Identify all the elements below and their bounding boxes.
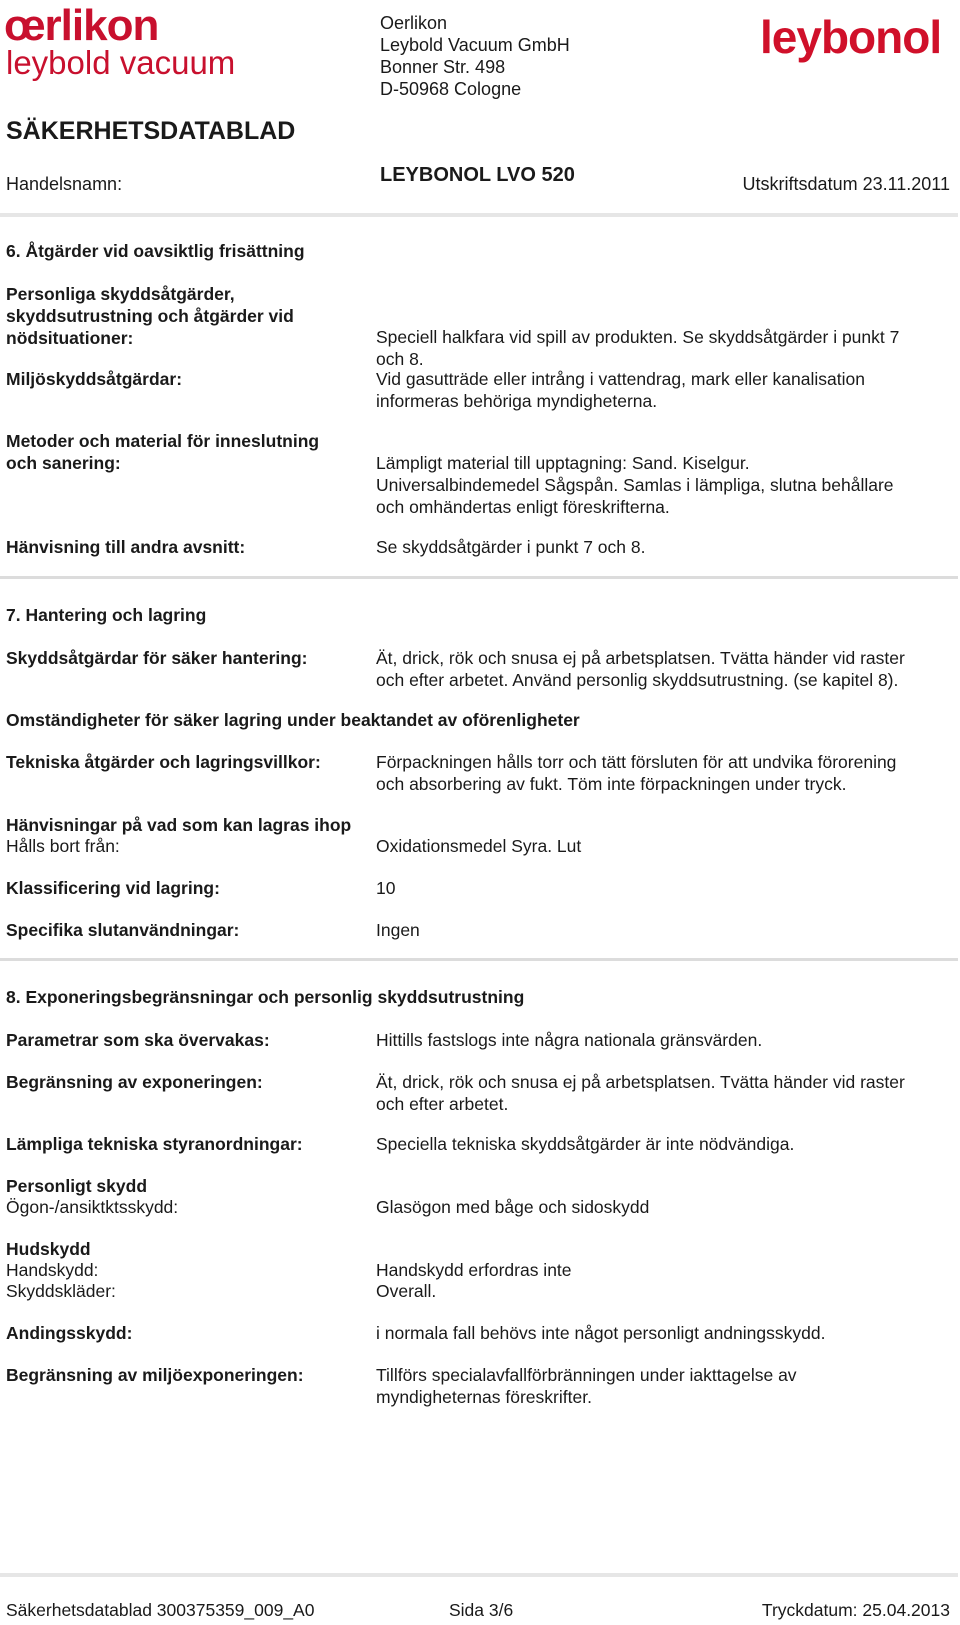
print-date: Utskriftsdatum 23.11.2011	[742, 174, 950, 194]
protective-clothing-label: Skyddskläder:	[6, 1281, 116, 1301]
trade-name-label: Handelsnamn:	[6, 174, 123, 194]
protective-clothing-value: Overall.	[376, 1281, 437, 1301]
keep-away-label: Hålls bort från:	[6, 836, 120, 856]
respiratory-protection-value: i normala fall behövs inte något personligt andningsskydd.	[376, 1323, 826, 1343]
oerlikon-logo: œrlikon	[4, 1, 159, 50]
address-line: Oerlikon	[380, 13, 448, 33]
containment-methods-label: Metoder och material för inneslutning och sanering:	[6, 431, 320, 473]
safe-handling-value: Ät, drick, rök och snusa ej på arbetsplatsen. Tvätta händer vid raster och efter arbetet. Använd personlig skyddsutrustning. (se kapitel 8).	[376, 648, 905, 690]
footer-divider	[0, 1573, 958, 1577]
end-uses-label: Specifika slutanvändningar:	[6, 920, 240, 940]
eye-protection-value: Glasögon med båge och sidoskydd	[376, 1197, 650, 1217]
engineering-controls-label: Lämpliga tekniska styranordningar:	[6, 1134, 303, 1154]
safe-handling-label: Skyddsåtgärdar för säker hantering:	[6, 648, 308, 668]
storage-class-label: Klassificering vid lagring:	[6, 878, 220, 898]
personal-precautions-value: Speciell halkfara vid spill av produkten. Se skyddsåtgärder i punkt 7 och 8.	[376, 327, 900, 369]
exposure-controls-label: Begränsning av exponeringen:	[6, 1072, 263, 1092]
environmental-precautions-value: Vid gasutträde eller intrång i vattendrag, mark eller kanalisation informeras behöriga myndigheterna.	[376, 369, 865, 411]
address-line: Bonner Str. 498	[380, 57, 506, 77]
technical-measures-label: Tekniska åtgärder och lagringsvillkor:	[6, 752, 321, 772]
hand-protection-value: Handskydd erfordras inte	[376, 1260, 572, 1280]
engineering-controls-value: Speciella tekniska skyddsåtgärder är inte nödvändiga.	[376, 1134, 795, 1154]
address-line: Leybold Vacuum GmbH	[380, 35, 570, 55]
section-divider	[0, 958, 958, 961]
company-address	[380, 12, 570, 100]
technical-measures-value: Förpackningen hålls torr och tätt försluten för att undvika förorening och absorbering av fukt. Töm inte förpackningen under tryck.	[376, 752, 897, 794]
storage-class-value: 10	[376, 878, 396, 898]
storage-together-heading: Hänvisningar på vad som kan lagras ihop	[6, 815, 352, 835]
respiratory-protection-label: Andingsskydd:	[6, 1323, 133, 1343]
section-divider	[0, 576, 958, 579]
header-divider	[0, 213, 958, 217]
leybold-vacuum-logo: leybold vacuum	[6, 44, 236, 81]
control-parameters-value: Hittills fastslogs inte några nationala gränsvärden.	[376, 1030, 763, 1050]
environmental-exposure-label: Begränsning av miljöexponeringen:	[6, 1365, 304, 1385]
keep-away-value: Oxidationsmedel Syra. Lut	[376, 836, 582, 856]
environmental-precautions-label: Miljöskyddsåtgärdar:	[6, 369, 183, 389]
hand-protection-label: Handskydd:	[6, 1260, 99, 1280]
leybonol-logo: leybonol	[760, 11, 942, 63]
footer-page-number: Sida 3/6	[449, 1600, 514, 1620]
environmental-exposure-value: Tillförs specialavfallförbränningen under iakttagelse av myndigheternas föreskrifter.	[376, 1365, 797, 1407]
personal-protection-heading: Personligt skydd	[6, 1176, 148, 1196]
footer-print-date: Tryckdatum: 25.04.2013	[761, 1600, 950, 1620]
address-line: D-50968 Cologne	[380, 79, 522, 99]
exposure-controls-value: Ät, drick, rök och snusa ej på arbetsplatsen. Tvätta händer vid raster och efter arbetet.	[376, 1072, 905, 1114]
containment-methods-value: Lämpligt material till upptagning: Sand. Kiselgur. Universalbindemedel Sågspån. Samlas i lämpliga, slutna behållare och omhändertas enligt föreskrifterna.	[376, 453, 894, 517]
other-sections-value: Se skyddsåtgärder i punkt 7 och 8.	[376, 537, 646, 557]
footer-doc-id: Säkerhetsdatablad 300375359_009_A0	[6, 1600, 315, 1620]
section-6-title: 6. Åtgärder vid oavsiktlig frisättning	[6, 241, 305, 261]
end-uses-value: Ingen	[376, 920, 420, 940]
safe-storage-heading: Omständigheter för säker lagring under beaktandet av oförenligheter	[6, 710, 580, 730]
document-title: SÄKERHETSDATABLAD	[6, 117, 296, 145]
control-parameters-label: Parametrar som ska övervakas:	[6, 1030, 270, 1050]
personal-precautions-label: Personliga skyddsåtgärder, skyddsutrustning och åtgärder vid nödsituationer:	[6, 284, 294, 348]
trade-name-value: LEYBONOL LVO 520	[380, 164, 575, 186]
section-8-title: 8. Exponeringsbegränsningar och personlig skyddsutrustning	[6, 987, 525, 1007]
skin-protection-heading: Hudskydd	[6, 1239, 91, 1259]
section-7-title: 7. Hantering och lagring	[6, 605, 207, 625]
other-sections-label: Hänvisning till andra avsnitt:	[6, 537, 246, 557]
eye-protection-label: Ögon-/ansiktktsskydd:	[6, 1197, 179, 1217]
